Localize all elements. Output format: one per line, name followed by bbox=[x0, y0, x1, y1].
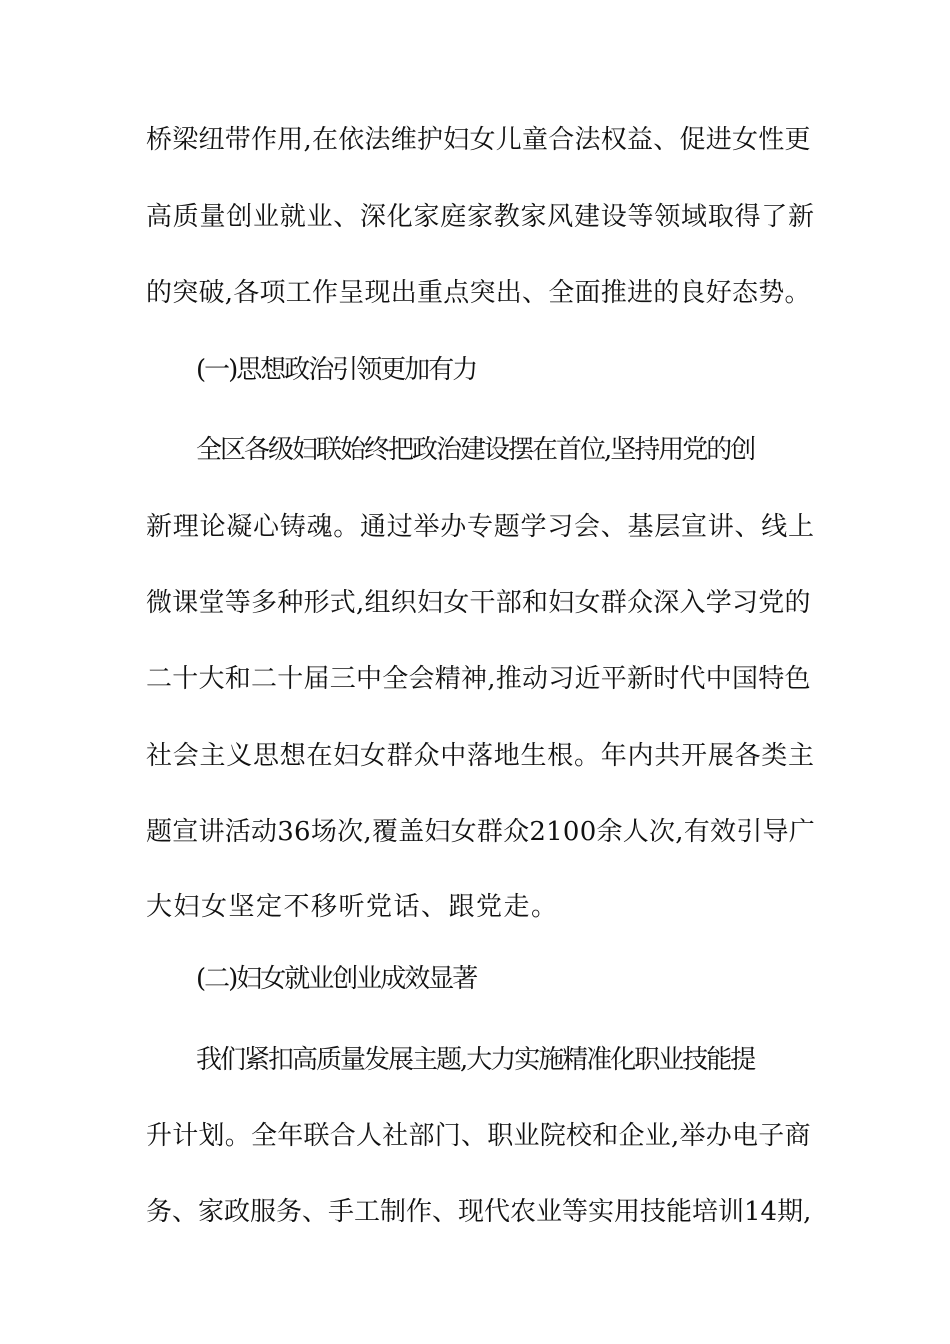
paragraph-line: 全区各级妇联始终把政治建设摆在首位,坚持用党的创 bbox=[196, 435, 755, 465]
section-heading: (一)思想政治引领更加有力 bbox=[196, 355, 477, 385]
paragraph-line: 升计划。全年联合人社部门、职业院校和企业,举办电子商 bbox=[146, 1121, 811, 1151]
section-heading: (二)妇女就业创业成效显著 bbox=[196, 964, 477, 994]
paragraph-line: 我们紧扣高质量发展主题,大力实施精准化职业技能提 bbox=[196, 1045, 755, 1075]
paragraph-line: 桥梁纽带作用,在依法维护妇女儿童合法权益、促进女性更 bbox=[146, 125, 811, 155]
paragraph-line: 高质量创业就业、深化家庭家教家风建设等领域取得了新 bbox=[146, 202, 815, 232]
paragraph-line: 新理论凝心铸魂。通过举办专题学习会、基层宣讲、线上 bbox=[146, 512, 815, 542]
paragraph-line: 二十大和二十届三中全会精神,推动习近平新时代中国特色 bbox=[146, 664, 811, 694]
paragraph-line: 大妇女坚定不移听党话、跟党走。 bbox=[146, 892, 559, 922]
paragraph-line: 微课堂等多种形式,组织妇女干部和妇女群众深入学习党的 bbox=[146, 588, 811, 618]
paragraph-line: 务、家政服务、手工制作、现代农业等实用技能培训14期, bbox=[146, 1197, 812, 1227]
paragraph-line: 的突破,各项工作呈现出重点突出、全面推进的良好态势。 bbox=[146, 278, 811, 308]
paragraph-line: 题宣讲活动36场次,覆盖妇女群众2100余人次,有效引导广 bbox=[146, 817, 816, 847]
paragraph-line: 社会主义思想在妇女群众中落地生根。年内共开展各类主 bbox=[146, 741, 815, 771]
